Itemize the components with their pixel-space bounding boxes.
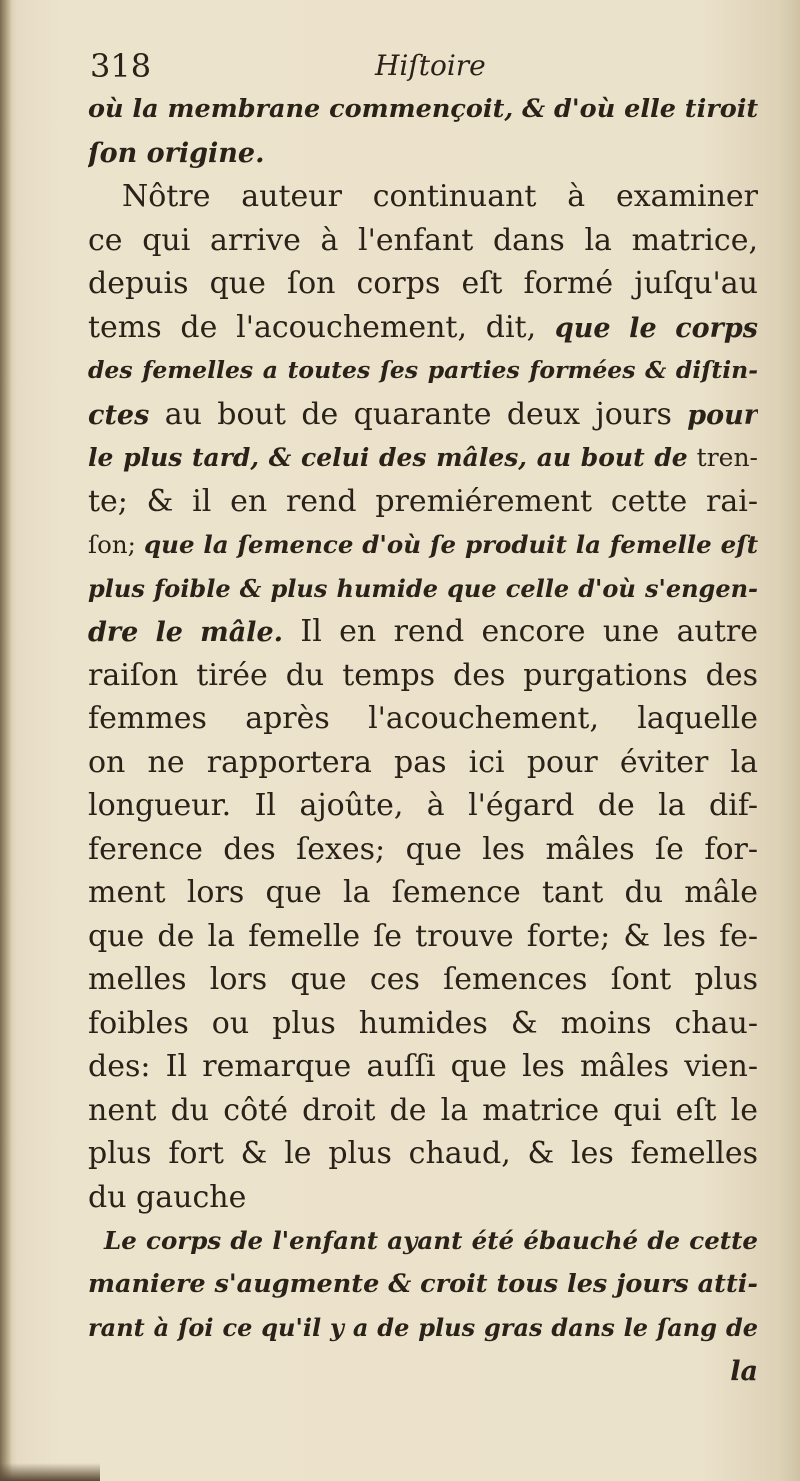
roman-text: ce qui arrive à l'enfant dans la matrice, — [88, 222, 758, 258]
italic-text: plus foible & plus humide que celle d'où s'engen- — [88, 573, 758, 603]
roman-text: femmes après l'acouchement, laquelle — [88, 701, 758, 736]
italic-text: maniere s'augmente & croit tous les jours atti- — [88, 1268, 758, 1299]
italic-text: ctes — [88, 399, 150, 431]
text-line — [88, 1350, 758, 1394]
roman-text: Il en rend encore une autre — [283, 614, 758, 649]
italic-text: rant à ſoi ce qu'il y a de plus gras dans le ſang de — [88, 1313, 758, 1342]
roman-text: plus fort & le plus chaud, & les femelles — [88, 1136, 758, 1171]
text-line — [88, 741, 758, 785]
text-line — [88, 915, 758, 959]
roman-text: on ne rapportera pas ici pour éviter la — [88, 744, 758, 780]
page-binding-edge — [0, 0, 12, 1481]
roman-text: raiſon tirée du temps des purgations des — [88, 657, 758, 693]
text-line — [88, 480, 758, 524]
italic-text: où la membrane commençoit, & d'où elle tiroit — [88, 94, 758, 124]
italic-text: le plus tard, & celui des mâles, au bout de — [88, 443, 688, 472]
text-line — [88, 1306, 758, 1350]
roman-text: depuis que ſon corps eſt formé juſqu'au — [88, 266, 758, 301]
text-line — [88, 958, 758, 1002]
roman-text: tren- — [687, 443, 758, 472]
roman-text: nent du côté droit de la matrice qui eſt le — [88, 1092, 758, 1128]
text-line — [88, 654, 758, 698]
text-line — [88, 871, 758, 915]
text-line — [88, 1045, 758, 1089]
italic-text: la — [730, 1355, 758, 1387]
text-line — [88, 393, 758, 437]
page-number: 318 — [90, 47, 152, 85]
italic-text: que le corps — [554, 312, 758, 344]
italic-text: que la ſemence d'où ſe produit la femelle eſt — [144, 530, 758, 559]
text-line — [88, 1263, 758, 1307]
italic-text: dre le mâle. — [88, 617, 284, 648]
roman-text: te; & il en rend premiérement cette rai- — [88, 483, 758, 519]
text-line — [88, 1219, 758, 1263]
text-line — [88, 1089, 758, 1133]
roman-text: du gauche — [88, 1179, 247, 1215]
text-line — [88, 175, 758, 219]
roman-text: au bout de quarante deux jours — [149, 396, 688, 432]
roman-text: ference des ſexes; que les mâles ſe for- — [88, 831, 758, 867]
roman-text: ſon; — [88, 530, 144, 559]
text-line — [88, 567, 758, 611]
roman-text: foibles ou plus humides & moins chau- — [88, 1005, 758, 1041]
text-line — [88, 1002, 758, 1046]
roman-text: longueur. Il ajoûte, à l'égard de la dif- — [88, 788, 758, 823]
text-line — [88, 610, 758, 654]
text-line — [88, 349, 758, 393]
italic-text: Le corps de l'enfant ayant été ébauché de cette — [104, 1226, 758, 1255]
text-line — [88, 523, 758, 567]
text-line — [88, 828, 758, 872]
text-line — [88, 1132, 758, 1176]
roman-text: melles lors que ces ſemences ſont plus — [88, 962, 758, 997]
text-line — [88, 1176, 758, 1220]
italic-text: ſon origine. — [88, 137, 265, 169]
roman-text: Nôtre auteur continuant à examiner — [122, 179, 758, 214]
italic-text: pour — [687, 399, 758, 431]
roman-text: tems de l'acouchement, dit, — [88, 309, 555, 345]
body-text — [88, 88, 758, 1393]
running-title: Hiſtoire — [375, 49, 486, 82]
italic-text: des femelles a toutes ſes parties formées & diſtin- — [88, 356, 758, 384]
text-line — [88, 697, 758, 741]
roman-text: des: Il remarque auſſi que les mâles vien- — [88, 1049, 758, 1084]
text-line — [88, 436, 758, 480]
page-header — [90, 44, 750, 88]
roman-text: ment lors que la ſemence tant du mâle — [88, 875, 758, 910]
text-line — [88, 306, 758, 350]
roman-text: que de la femelle ſe trouve forte; & les fe- — [88, 918, 758, 954]
text-line — [88, 262, 758, 306]
page-corner-shadow — [0, 1463, 100, 1481]
text-line — [88, 88, 758, 132]
text-line — [88, 132, 758, 176]
text-line — [88, 219, 758, 263]
text-line — [88, 784, 758, 828]
